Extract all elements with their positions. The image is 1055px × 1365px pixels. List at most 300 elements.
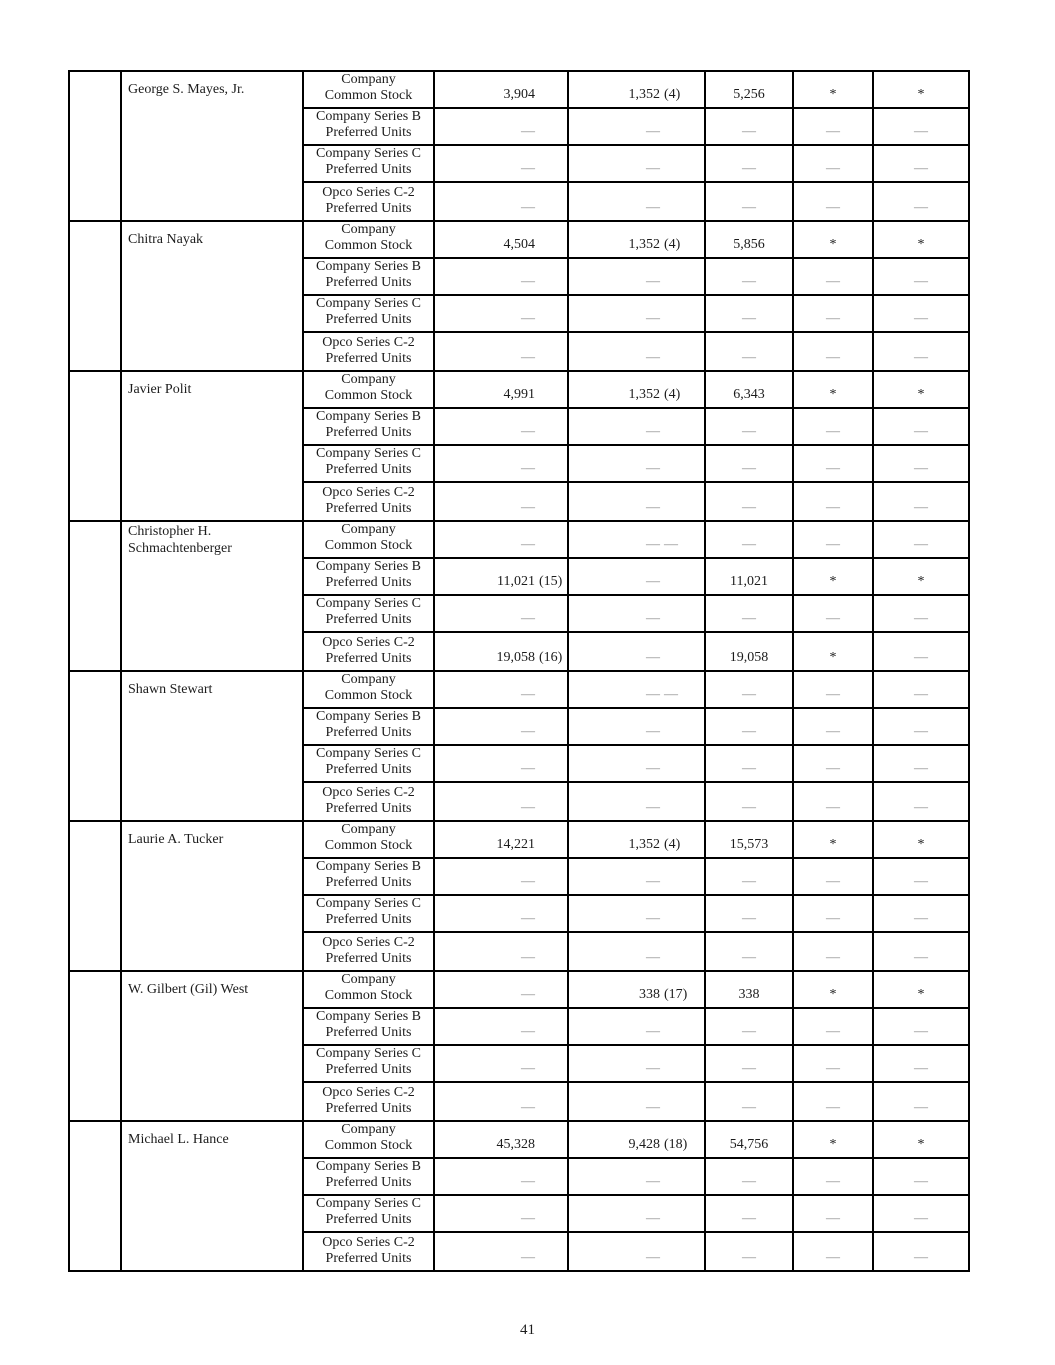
total-shares-value: —	[742, 461, 756, 476]
total-shares-cell	[706, 672, 794, 709]
security-type-line2: Preferred Units	[325, 311, 412, 327]
shares-acquirable-value: —	[646, 200, 660, 215]
total-shares-value: 6,343	[733, 387, 765, 402]
owner-name: Chitra Nayak	[128, 232, 204, 248]
percent-of-class-value: —	[826, 424, 840, 439]
security-type-line2: Preferred Units	[325, 874, 412, 890]
total-shares-value: —	[742, 311, 756, 326]
security-type-line2: Common Stock	[324, 1137, 413, 1153]
percent-of-voting-cell	[874, 522, 968, 559]
shares-acquirable-cell	[569, 1083, 706, 1120]
shares-acquirable-cell	[569, 709, 706, 746]
percent-of-voting-cell	[874, 783, 968, 820]
owner-name: W. Gilbert (Gil) West	[128, 982, 249, 998]
security-type-line2: Preferred Units	[325, 161, 412, 177]
shares-owned-value: 11,021	[497, 574, 535, 589]
total-shares-value: 338	[738, 987, 760, 1002]
security-type-line1: Company	[341, 221, 396, 237]
percent-of-class-value: —	[826, 274, 840, 289]
percent-of-class-value: *	[829, 650, 837, 665]
security-type-line2: Preferred Units	[325, 650, 412, 666]
percent-of-voting-cell	[874, 1122, 968, 1159]
percent-of-class-value: —	[826, 911, 840, 926]
total-shares-cell	[706, 72, 794, 109]
percent-of-voting-cell	[874, 333, 968, 370]
total-shares-value: —	[742, 500, 756, 515]
total-shares-value: —	[742, 1024, 756, 1039]
shares-acquirable-value: —	[646, 761, 660, 776]
shares-acquirable-value: —	[646, 1024, 660, 1039]
shares-acquirable-cell	[569, 372, 706, 409]
shares-owned-value: —	[521, 500, 535, 515]
shares-owned-cell	[435, 859, 569, 896]
shares-owned-value: —	[521, 311, 535, 326]
percent-of-voting-cell	[874, 483, 968, 520]
owner-group	[70, 222, 968, 372]
security-type-line1: Opco Series C-2	[322, 934, 415, 950]
percent-of-voting-value: —	[914, 650, 928, 665]
security-type-line1: Company Series B	[316, 1008, 421, 1024]
security-type-line1: Company Series B	[316, 858, 421, 874]
percent-of-class-value: *	[829, 987, 837, 1002]
shares-owned-value: —	[521, 724, 535, 739]
security-type-cell	[304, 933, 435, 970]
shares-acquirable-cell	[569, 1159, 706, 1196]
percent-of-class-value: —	[826, 1250, 840, 1265]
shares-owned-value: —	[521, 611, 535, 626]
percent-of-class-cell	[794, 559, 874, 596]
owner-name: Michael L. Hance	[128, 1132, 229, 1148]
percent-of-class-value: —	[826, 1024, 840, 1039]
total-shares-value: —	[742, 1174, 756, 1189]
percent-of-class-value: *	[829, 574, 837, 589]
footnote-ref: (4)	[664, 837, 681, 852]
owner-group	[70, 1122, 968, 1270]
shares-owned-cell	[435, 72, 569, 109]
shares-acquirable-value: —	[646, 461, 660, 476]
security-type-line1: Company	[341, 971, 396, 987]
security-type-cell	[304, 146, 435, 183]
security-type-line2: Common Stock	[324, 987, 413, 1003]
shares-acquirable-value: 9,428	[628, 1137, 660, 1152]
shares-owned-value: —	[521, 1174, 535, 1189]
percent-of-class-cell	[794, 109, 874, 146]
shares-acquirable-value: —	[646, 1211, 660, 1226]
owner-name-cell	[122, 222, 304, 370]
security-type-line2: Preferred Units	[325, 724, 412, 740]
security-type-cell	[304, 259, 435, 296]
shares-acquirable-cell	[569, 633, 706, 670]
security-type-line1: Company Series C	[316, 1045, 421, 1061]
shares-acquirable-value: 1,352	[628, 837, 660, 852]
footnote-ref: (17)	[664, 987, 688, 1002]
percent-of-class-cell	[794, 672, 874, 709]
percent-of-voting-cell	[874, 896, 968, 933]
total-shares-cell	[706, 409, 794, 446]
percent-of-class-value: —	[826, 200, 840, 215]
security-type-line2: Preferred Units	[325, 461, 412, 477]
shares-acquirable-cell	[569, 522, 706, 559]
percent-of-class-value: *	[829, 237, 837, 252]
percent-of-class-value: —	[826, 800, 840, 815]
total-shares-cell	[706, 933, 794, 970]
total-shares-value: 19,058	[729, 650, 769, 665]
percent-of-class-cell	[794, 1083, 874, 1120]
total-shares-cell	[706, 296, 794, 333]
percent-of-voting-value: —	[914, 424, 928, 439]
shares-owned-cell	[435, 409, 569, 446]
percent-of-voting-cell	[874, 633, 968, 670]
percent-of-voting-value: —	[914, 911, 928, 926]
security-type-line1: Opco Series C-2	[322, 1234, 415, 1250]
total-shares-cell	[706, 483, 794, 520]
security-type-line1: Opco Series C-2	[322, 334, 415, 350]
security-type-line1: Company Series C	[316, 145, 421, 161]
percent-of-voting-cell	[874, 222, 968, 259]
shares-owned-cell	[435, 933, 569, 970]
total-shares-cell	[706, 1122, 794, 1159]
shares-owned-value: —	[521, 950, 535, 965]
shares-owned-value: —	[521, 274, 535, 289]
percent-of-voting-value: —	[914, 1174, 928, 1189]
security-type-line1: Opco Series C-2	[322, 184, 415, 200]
percent-of-voting-cell	[874, 746, 968, 783]
percent-of-voting-value: —	[914, 461, 928, 476]
security-type-line2: Preferred Units	[325, 1100, 412, 1116]
security-type-cell	[304, 409, 435, 446]
left-margin-cell	[70, 672, 122, 820]
percent-of-class-cell	[794, 859, 874, 896]
security-type-cell	[304, 633, 435, 670]
footnote-ref: —	[664, 537, 678, 552]
shares-acquirable-cell	[569, 183, 706, 220]
shares-acquirable-cell	[569, 783, 706, 820]
shares-acquirable-value: —	[646, 537, 660, 552]
percent-of-class-value: —	[826, 724, 840, 739]
security-type-line1: Company	[341, 1121, 396, 1137]
shares-acquirable-value: 1,352	[628, 387, 660, 402]
security-type-cell	[304, 783, 435, 820]
shares-acquirable-cell	[569, 672, 706, 709]
total-shares-cell	[706, 746, 794, 783]
security-type-cell	[304, 596, 435, 633]
shares-acquirable-cell	[569, 1046, 706, 1083]
percent-of-voting-value: —	[914, 611, 928, 626]
security-type-cell	[304, 1009, 435, 1046]
total-shares-value: —	[742, 874, 756, 889]
shares-owned-cell	[435, 1083, 569, 1120]
total-shares-value: —	[742, 611, 756, 626]
shares-acquirable-value: —	[646, 500, 660, 515]
percent-of-class-value: —	[826, 161, 840, 176]
shares-owned-value: —	[521, 1061, 535, 1076]
percent-of-voting-cell	[874, 1009, 968, 1046]
total-shares-cell	[706, 709, 794, 746]
percent-of-class-value: —	[826, 500, 840, 515]
security-type-cell	[304, 1196, 435, 1233]
security-type-line1: Opco Series C-2	[322, 634, 415, 650]
percent-of-class-cell	[794, 1233, 874, 1270]
percent-of-class-value: —	[826, 611, 840, 626]
shares-acquirable-value: —	[646, 311, 660, 326]
total-shares-cell	[706, 1083, 794, 1120]
shares-acquirable-value: —	[646, 611, 660, 626]
shares-owned-value: —	[521, 1250, 535, 1265]
percent-of-voting-cell	[874, 1083, 968, 1120]
shares-owned-cell	[435, 633, 569, 670]
shares-acquirable-value: —	[646, 350, 660, 365]
security-type-line2: Preferred Units	[325, 1211, 412, 1227]
shares-acquirable-value: 1,352	[628, 87, 660, 102]
beneficial-ownership-table	[68, 70, 970, 1272]
total-shares-value: 5,856	[733, 237, 765, 252]
security-type-cell	[304, 483, 435, 520]
security-type-line1: Company	[341, 671, 396, 687]
owner-group	[70, 72, 968, 222]
total-shares-value: —	[742, 350, 756, 365]
shares-owned-cell	[435, 1196, 569, 1233]
percent-of-voting-cell	[874, 372, 968, 409]
owner-group	[70, 822, 968, 972]
owner-name-cell	[122, 72, 304, 220]
security-type-line1: Company Series B	[316, 108, 421, 124]
shares-acquirable-cell	[569, 1196, 706, 1233]
total-shares-cell	[706, 1159, 794, 1196]
shares-acquirable-value: —	[646, 1250, 660, 1265]
owner-name: Javier Polit	[128, 382, 192, 398]
shares-acquirable-cell	[569, 446, 706, 483]
security-type-line2: Preferred Units	[325, 800, 412, 816]
shares-acquirable-cell	[569, 559, 706, 596]
security-type-line2: Preferred Units	[325, 1024, 412, 1040]
shares-owned-value: —	[521, 761, 535, 776]
percent-of-class-cell	[794, 633, 874, 670]
shares-owned-cell	[435, 372, 569, 409]
percent-of-class-value: —	[826, 311, 840, 326]
security-type-line1: Company Series B	[316, 708, 421, 724]
shares-acquirable-cell	[569, 746, 706, 783]
total-shares-cell	[706, 146, 794, 183]
security-type-line1: Company	[341, 521, 396, 537]
percent-of-voting-value: *	[917, 1137, 925, 1152]
total-shares-value: —	[742, 1250, 756, 1265]
security-type-line2: Preferred Units	[325, 950, 412, 966]
total-shares-cell	[706, 259, 794, 296]
shares-owned-cell	[435, 259, 569, 296]
percent-of-class-value: —	[826, 537, 840, 552]
shares-acquirable-value: —	[646, 874, 660, 889]
shares-owned-cell	[435, 1159, 569, 1196]
total-shares-cell	[706, 1233, 794, 1270]
percent-of-voting-value: *	[917, 237, 925, 252]
shares-owned-cell	[435, 483, 569, 520]
shares-acquirable-value: —	[646, 650, 660, 665]
total-shares-cell	[706, 222, 794, 259]
security-type-line2: Preferred Units	[325, 1250, 412, 1266]
shares-acquirable-cell	[569, 296, 706, 333]
percent-of-voting-cell	[874, 109, 968, 146]
shares-owned-cell	[435, 146, 569, 183]
shares-acquirable-value: —	[646, 124, 660, 139]
percent-of-voting-value: —	[914, 800, 928, 815]
security-type-cell	[304, 333, 435, 370]
total-shares-value: —	[742, 950, 756, 965]
percent-of-voting-value: *	[917, 87, 925, 102]
percent-of-voting-cell	[874, 972, 968, 1009]
shares-owned-cell	[435, 896, 569, 933]
percent-of-voting-cell	[874, 1233, 968, 1270]
percent-of-class-cell	[794, 746, 874, 783]
total-shares-value: —	[742, 761, 756, 776]
left-margin-cell	[70, 522, 122, 670]
footnote-ref: (15)	[539, 574, 563, 589]
security-type-line1: Opco Series C-2	[322, 784, 415, 800]
total-shares-value: —	[742, 124, 756, 139]
total-shares-value: —	[742, 200, 756, 215]
percent-of-class-cell	[794, 1159, 874, 1196]
percent-of-voting-cell	[874, 859, 968, 896]
security-type-cell	[304, 296, 435, 333]
owner-name-cell	[122, 372, 304, 520]
percent-of-voting-value: —	[914, 1250, 928, 1265]
total-shares-cell	[706, 859, 794, 896]
shares-acquirable-value: —	[646, 424, 660, 439]
percent-of-voting-cell	[874, 1159, 968, 1196]
percent-of-class-value: *	[829, 387, 837, 402]
percent-of-voting-cell	[874, 183, 968, 220]
total-shares-value: 15,573	[729, 837, 769, 852]
percent-of-voting-value: —	[914, 687, 928, 702]
percent-of-voting-value: —	[914, 274, 928, 289]
shares-owned-cell	[435, 709, 569, 746]
percent-of-class-value: —	[826, 687, 840, 702]
shares-owned-value: 45,328	[496, 1137, 535, 1152]
percent-of-voting-cell	[874, 672, 968, 709]
percent-of-class-cell	[794, 1009, 874, 1046]
total-shares-cell	[706, 972, 794, 1009]
security-type-line2: Preferred Units	[325, 911, 412, 927]
total-shares-cell	[706, 183, 794, 220]
percent-of-class-value: —	[826, 1100, 840, 1115]
owner-name-cell	[122, 972, 304, 1120]
security-type-cell	[304, 859, 435, 896]
shares-owned-cell	[435, 109, 569, 146]
shares-owned-value: 4,991	[503, 387, 535, 402]
percent-of-class-value: *	[829, 87, 837, 102]
security-type-line2: Common Stock	[324, 387, 413, 403]
percent-of-class-cell	[794, 1196, 874, 1233]
percent-of-class-value: *	[829, 837, 837, 852]
security-type-line1: Opco Series C-2	[322, 484, 415, 500]
percent-of-class-cell	[794, 146, 874, 183]
security-type-line1: Company Series C	[316, 895, 421, 911]
percent-of-voting-value: —	[914, 1024, 928, 1039]
page-number: 41	[520, 1322, 535, 1338]
shares-acquirable-value: —	[646, 911, 660, 926]
shares-acquirable-value: —	[646, 1100, 660, 1115]
shares-acquirable-value: —	[646, 1061, 660, 1076]
owner-group	[70, 972, 968, 1122]
total-shares-cell	[706, 372, 794, 409]
total-shares-value: 11,021	[730, 574, 768, 589]
shares-owned-value: —	[521, 987, 535, 1002]
percent-of-voting-cell	[874, 1046, 968, 1083]
security-type-cell	[304, 183, 435, 220]
left-margin-cell	[70, 1122, 122, 1270]
total-shares-cell	[706, 333, 794, 370]
percent-of-class-value: —	[826, 1174, 840, 1189]
percent-of-voting-value: —	[914, 537, 928, 552]
security-type-line2: Preferred Units	[325, 1061, 412, 1077]
percent-of-class-cell	[794, 1122, 874, 1159]
security-type-line2: Preferred Units	[325, 350, 412, 366]
shares-acquirable-value: —	[646, 161, 660, 176]
security-type-cell	[304, 1046, 435, 1083]
total-shares-value: —	[742, 800, 756, 815]
footnote-ref: (4)	[664, 387, 681, 402]
shares-acquirable-cell	[569, 933, 706, 970]
footnote-ref: —	[664, 687, 678, 702]
shares-acquirable-cell	[569, 72, 706, 109]
total-shares-value: —	[742, 724, 756, 739]
security-type-cell	[304, 1122, 435, 1159]
percent-of-voting-value: —	[914, 350, 928, 365]
total-shares-value: —	[742, 1211, 756, 1226]
shares-owned-value: 19,058	[496, 650, 535, 665]
shares-owned-cell	[435, 1233, 569, 1270]
percent-of-voting-value: —	[914, 950, 928, 965]
shares-owned-value: —	[521, 200, 535, 215]
left-margin-cell	[70, 72, 122, 220]
total-shares-cell	[706, 633, 794, 670]
shares-owned-cell	[435, 783, 569, 820]
security-type-line2: Preferred Units	[325, 500, 412, 516]
shares-acquirable-value: —	[646, 687, 660, 702]
security-type-line2: Preferred Units	[325, 761, 412, 777]
owner-group	[70, 372, 968, 522]
percent-of-voting-value: —	[914, 500, 928, 515]
percent-of-class-value: *	[829, 1137, 837, 1152]
shares-owned-cell	[435, 672, 569, 709]
security-type-line1: Company Series C	[316, 595, 421, 611]
total-shares-cell	[706, 596, 794, 633]
security-type-line1: Company Series C	[316, 1195, 421, 1211]
shares-owned-value: —	[521, 911, 535, 926]
total-shares-value: —	[742, 1061, 756, 1076]
shares-acquirable-cell	[569, 146, 706, 183]
security-type-line1: Company	[341, 71, 396, 87]
owner-name-cell	[122, 822, 304, 970]
percent-of-class-cell	[794, 522, 874, 559]
shares-owned-cell	[435, 1046, 569, 1083]
percent-of-class-value: —	[826, 350, 840, 365]
percent-of-voting-value: —	[914, 874, 928, 889]
shares-owned-cell	[435, 1009, 569, 1046]
owner-name-cell	[122, 1122, 304, 1270]
percent-of-class-value: —	[826, 874, 840, 889]
percent-of-voting-cell	[874, 146, 968, 183]
security-type-line1: Opco Series C-2	[322, 1084, 415, 1100]
total-shares-value: —	[742, 424, 756, 439]
footnote-ref: (16)	[539, 650, 563, 665]
left-margin-cell	[70, 972, 122, 1120]
security-type-cell	[304, 222, 435, 259]
percent-of-class-value: —	[826, 1211, 840, 1226]
security-type-line1: Company Series B	[316, 408, 421, 424]
security-type-line2: Common Stock	[324, 537, 413, 553]
shares-owned-cell	[435, 596, 569, 633]
shares-owned-value: —	[521, 1100, 535, 1115]
